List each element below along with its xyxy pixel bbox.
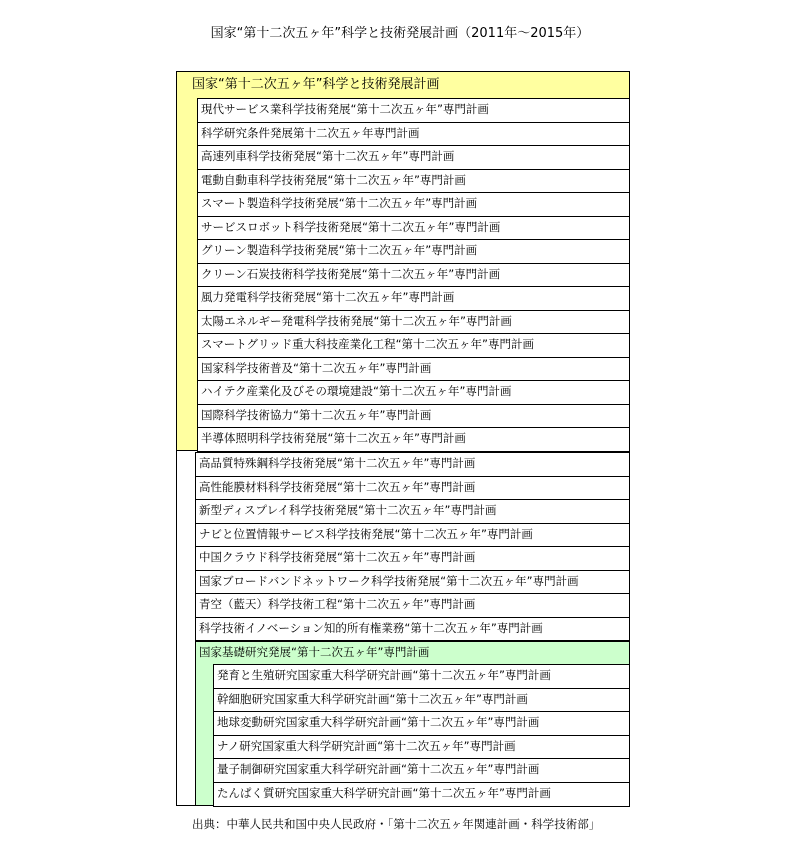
plan-item: ナビと位置情報サービス科学技術発展“第十二次五ヶ年”専門計画 bbox=[195, 523, 630, 548]
plan-item: 高速列車科学技術発展“第十二次五ヶ年”専門計画 bbox=[197, 145, 630, 170]
plan-item: 現代サービス業科学技術発展“第十二次五ヶ年”専門計画 bbox=[197, 98, 630, 123]
plan-item: 高品質特殊鋼科学技術発展“第十二次五ヶ年”専門計画 bbox=[195, 452, 630, 477]
plan-item: 太陽エネルギー発電科学技術発展“第十二次五ヶ年”専門計画 bbox=[197, 310, 630, 335]
plan-item: グリーン製造科学技術発展“第十二次五ヶ年”専門計画 bbox=[197, 239, 630, 264]
plan-item: 国家科学技術普及“第十二次五ヶ年”専門計画 bbox=[197, 357, 630, 382]
research-plan-item: ナノ研究国家重大科学研究計画“第十二次五ヶ年”専門計画 bbox=[213, 735, 630, 760]
plan-item: 科学技術イノベーション知的所有権業務“第十二次五ヶ年”専門計画 bbox=[195, 617, 630, 642]
plan-item: 国際科学技術協力“第十二次五ヶ年”専門計画 bbox=[197, 404, 630, 429]
plan-item: スマートグリッド重大科技産業化工程“第十二次五ヶ年”専門計画 bbox=[197, 333, 630, 358]
research-plan-item: 量子制御研究国家重大科学研究計画“第十二次五ヶ年”専門計画 bbox=[213, 758, 630, 783]
plan-item: 青空（藍天）科学技術工程“第十二次五ヶ年”専門計画 bbox=[195, 593, 630, 618]
plan-item: ハイテク産業化及びその環境建設“第十二次五ヶ年”専門計画 bbox=[197, 380, 630, 405]
plan-item: 科学研究条件発展第十二次五ヶ年専門計画 bbox=[197, 122, 630, 147]
basic-research-header: 国家基礎研究発展“第十二次五ヶ年”専門計画 bbox=[199, 645, 430, 659]
research-plan-item: 地球変動研究国家重大科学研究計画“第十二次五ヶ年”専門計画 bbox=[213, 711, 630, 736]
plan-item: 高性能膜材料科学技術発展“第十二次五ヶ年”専門計画 bbox=[195, 476, 630, 501]
plan-item: 国家ブロードバンドネットワーク科学技術発展“第十二次五ヶ年”専門計画 bbox=[195, 570, 630, 595]
plan-item: 電動自動車科学技術発展“第十二次五ヶ年”専門計画 bbox=[197, 169, 630, 194]
research-plan-item: 発育と生殖研究国家重大科学研究計画“第十二次五ヶ年”専門計画 bbox=[213, 664, 630, 689]
research-plan-item: たんぱく質研究国家重大科学研究計画“第十二次五ヶ年”専門計画 bbox=[213, 782, 630, 807]
plan-item: スマート製造科学技術発展“第十二次五ヶ年”専門計画 bbox=[197, 192, 630, 217]
research-plan-item: 幹細胞研究国家重大科学研究計画“第十二次五ヶ年”専門計画 bbox=[213, 688, 630, 713]
plan-item: 中国クラウド科学技術発展“第十二次五ヶ年”専門計画 bbox=[195, 546, 630, 571]
source-note: 出典：中華人民共和国中央人民政府・「第十二次五ヶ年関連計画・科学技術部」 bbox=[192, 817, 601, 831]
plan-item: サービスロボット科学技術発展“第十二次五ヶ年”専門計画 bbox=[197, 216, 630, 241]
plan-item: クリーン石炭技術科学技術発展“第十二次五ヶ年”専門計画 bbox=[197, 263, 630, 288]
top-plan-header: 国家“第十二次五ヶ年”科学と技術発展計画 bbox=[192, 77, 440, 92]
plan-item: 半導体照明科学技術発展“第十二次五ヶ年”専門計画 bbox=[197, 427, 630, 452]
plan-item: 風力発電科学技術発展“第十二次五ヶ年”専門計画 bbox=[197, 286, 630, 311]
page-title: 国家“第十二次五ヶ年”科学と技術発展計画（2011年～2015年） bbox=[210, 26, 590, 41]
plan-item: 新型ディスプレイ科学技術発展“第十二次五ヶ年”専門計画 bbox=[195, 499, 630, 524]
